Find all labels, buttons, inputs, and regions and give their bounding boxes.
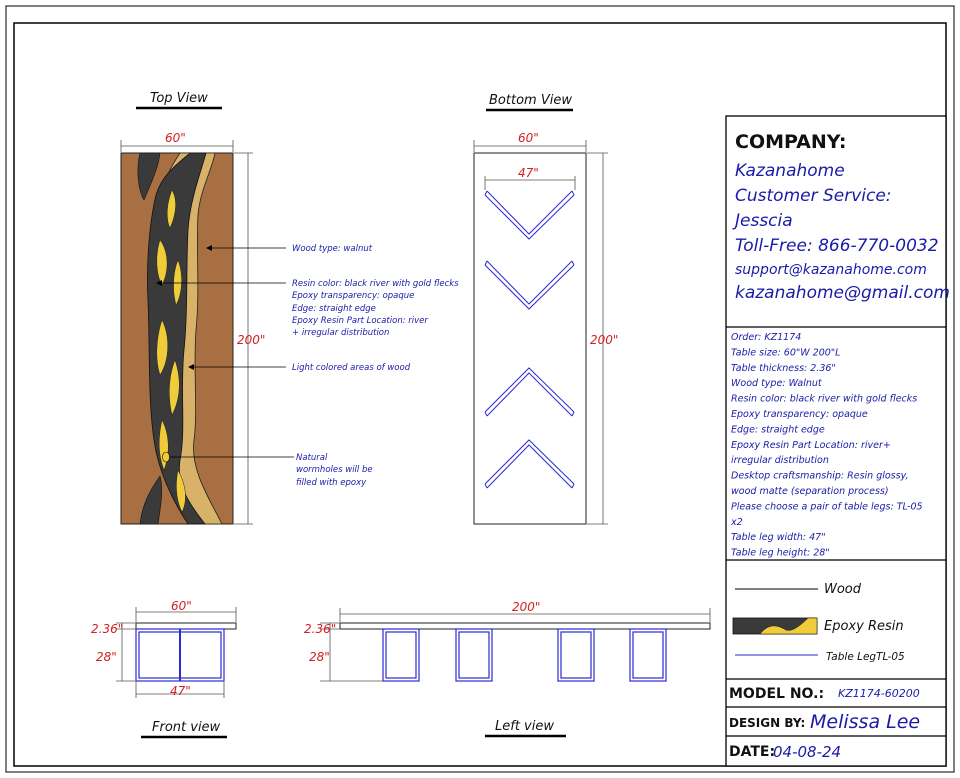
design-value: Melissa Lee [810,711,921,733]
bottom-width-label: 60" [518,131,539,145]
order-info-line: Epoxy transparency: opaque [731,409,868,420]
wormhole [163,452,170,462]
legend-leg-label: Table LegTL-05 [826,651,905,663]
front-view [91,599,236,737]
left-leg-1 [383,629,419,681]
top-width-label: 60" [165,131,186,145]
company-service: Customer Service: [735,186,892,206]
leg-width-label: 47" [518,166,539,180]
left-height-label: 28" [309,650,330,664]
order-info-line: x2 [731,516,743,528]
top-length-label: 200" [237,333,266,347]
left-tabletop [340,623,710,629]
left-leg-2 [456,629,492,681]
left-length-label: 200" [512,600,541,614]
order-info-line: Table size: 60"W 200"L [731,347,841,359]
note-resin-1: Resin color: black river with gold flecks [292,279,459,289]
model-label: MODEL NO.: [729,686,825,702]
bottom-length-label: 200" [590,333,619,347]
front-view-title: Front view [152,720,221,735]
note-light-wood: Light colored areas of wood [292,363,411,373]
front-tabletop [136,623,236,629]
company-email-gmail: kazanahome@gmail.com [735,283,950,303]
model-value: KZ1174-60200 [838,687,920,700]
order-info-line: wood matte (separation process) [731,486,889,497]
note-wormhole-3: filled with epoxy [296,478,367,488]
note-resin-4: Epoxy Resin Part Location: river [292,316,428,326]
note-resin-3: Edge: straight edge [292,304,376,314]
order-info-line: Desktop craftsmanship: Resin glossy, [731,470,909,482]
front-thickness-label: 2.36" [91,622,124,636]
top-view [121,91,459,524]
note-wood-type: Wood type: walnut [292,244,373,254]
bottom-slab [474,153,586,524]
company-email-support: support@kazanahome.com [735,262,927,278]
date-value: 04-08-24 [773,743,842,761]
left-thickness-label: 2.36" [304,622,337,636]
top-view-title: Top View [150,91,208,106]
order-info-line: Please choose a pair of table legs: TL-05 [731,501,923,513]
order-info-line: Wood type: Walnut [731,378,822,390]
company-heading: COMPANY: [735,131,847,153]
order-info-line: Table leg width: 47" [731,532,826,544]
note-resin-5: + irregular distribution [292,328,390,338]
company-name: Kazanahome [735,161,845,181]
left-leg-4 [630,629,666,681]
left-leg-3 [558,629,594,681]
legend-wood-label: Wood [824,582,862,597]
order-info-line: Table thickness: 2.36" [731,362,836,374]
front-legwidth-label: 47" [170,684,191,698]
bottom-view-title: Bottom View [489,93,572,108]
left-view-title: Left view [495,719,554,734]
note-wormhole-1: Natural [296,453,328,463]
date-label: DATE: [729,744,776,760]
note-wormhole-2: wormholes will be [296,465,373,475]
bottom-view [474,93,618,524]
order-info-line: irregular distribution [731,455,829,467]
order-info-line: Edge: straight edge [731,424,825,436]
title-block [726,116,950,766]
order-info-line: Resin color: black river with gold flecks [731,393,918,405]
order-info-line: Table leg height: 28" [731,547,830,559]
left-view [304,600,710,736]
design-label: DESIGN BY: [729,716,806,730]
order-info-line: Epoxy Resin Part Location: river+ [731,439,891,451]
legend-epoxy-label: Epoxy Resin [824,619,904,634]
note-resin-2: Epoxy transparency: opaque [292,291,415,301]
front-width-label: 60" [171,599,192,613]
company-contact-person: Jesscia [735,211,793,231]
order-info-line: Order: KZ1174 [731,332,802,343]
front-height-label: 28" [96,650,117,664]
company-toll-free: Toll-Free: 866-770-0032 [735,236,939,256]
